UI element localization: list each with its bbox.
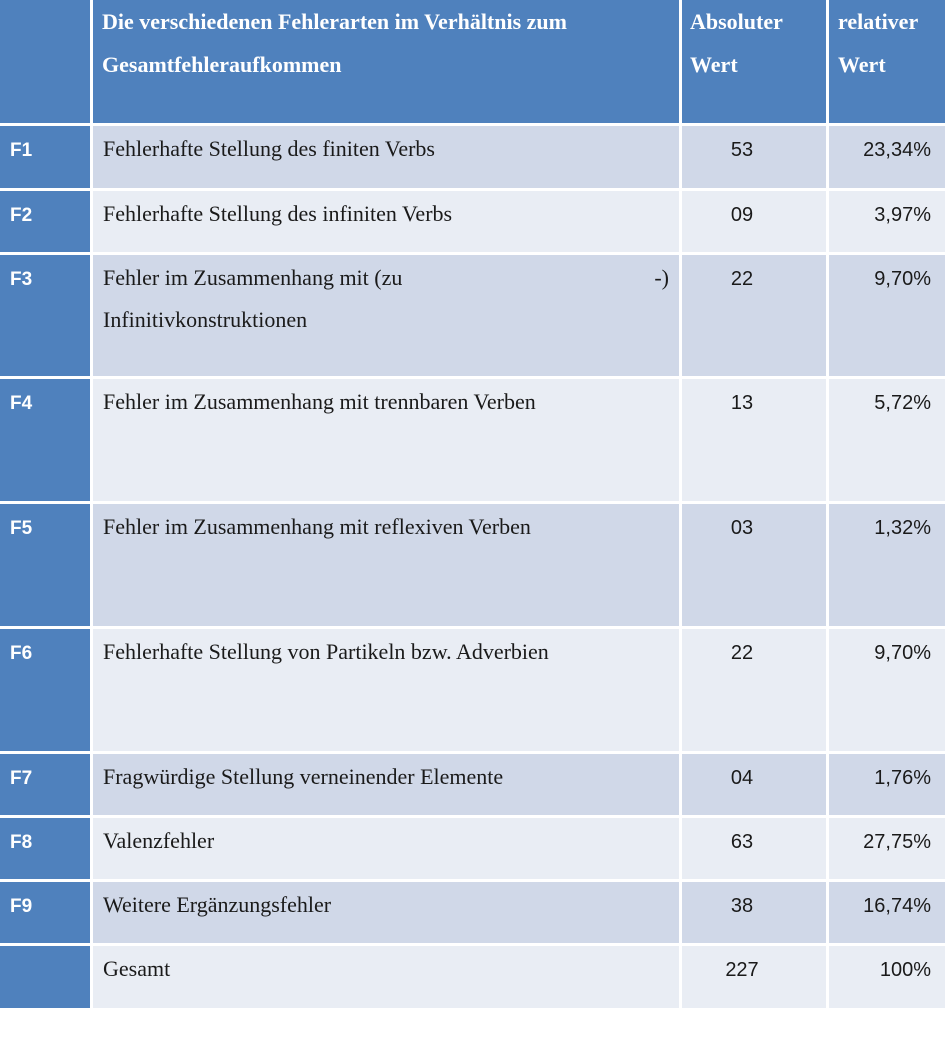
table-row [0,882,945,946]
table-header-row [0,0,945,126]
table-row [0,504,945,629]
row-relative-value: 9,70% [826,629,945,751]
table-row [0,754,945,818]
row-description-line1: Fehler im Zusammenhang mit (zu [103,265,403,290]
header-rel-line1: relativer [838,9,919,34]
table-row [0,255,945,379]
row-id: F9 [0,882,90,943]
table-row-total [0,946,945,1008]
header-cell-relative [826,0,945,123]
header-abs-line2: Wert [690,52,738,77]
row-absolute-value: 227 [679,946,826,1008]
row-absolute-value: 03 [679,504,826,626]
table-row [0,629,945,754]
row-absolute-value: 09 [679,191,826,252]
header-rel-line2: Wert [838,52,886,77]
row-relative-value: 9,70% [826,255,945,376]
row-description: Fehler im Zusammenhang mit trennbaren Verben [90,379,679,501]
row-relative-value: 100% [826,946,945,1008]
row-id: F3 [0,255,90,376]
row-relative-value: 1,32% [826,504,945,626]
header-abs-line1: Absoluter [690,9,783,34]
table-row [0,126,945,191]
row-description [90,255,679,376]
header-cell-absolute [679,0,826,123]
table-row [0,379,945,504]
row-id: F8 [0,818,90,879]
header-desc-line1: Die verschiedenen Fehlerarten im Verhältnis zum [102,9,567,34]
header-cell-description [90,0,679,123]
row-relative-value: 1,76% [826,754,945,815]
row-absolute-value: 22 [679,255,826,376]
row-id [0,946,90,1008]
table-row [0,818,945,882]
row-description: Fragwürdige Stellung verneinender Elemente [90,754,679,815]
row-description-line1-suffix: -) [654,265,669,290]
row-relative-value: 16,74% [826,882,945,943]
row-id: F5 [0,504,90,626]
row-id: F4 [0,379,90,501]
row-id: F7 [0,754,90,815]
row-absolute-value: 13 [679,379,826,501]
header-cell-id [0,0,90,123]
row-description: Gesamt [90,946,679,1008]
row-description: Fehlerhafte Stellung von Partikeln bzw. Adverbien [90,629,679,751]
row-id: F2 [0,191,90,252]
row-absolute-value: 38 [679,882,826,943]
row-absolute-value: 53 [679,126,826,188]
row-description: Valenzfehler [90,818,679,879]
row-relative-value: 23,34% [826,126,945,188]
row-description: Weitere Ergänzungsfehler [90,882,679,943]
row-relative-value: 3,97% [826,191,945,252]
row-description: Fehlerhafte Stellung des infiniten Verbs [90,191,679,252]
row-absolute-value: 63 [679,818,826,879]
row-relative-value: 5,72% [826,379,945,501]
row-absolute-value: 22 [679,629,826,751]
row-description: Fehler im Zusammenhang mit reflexiven Verben [90,504,679,626]
row-description: Fehlerhafte Stellung des finiten Verbs [90,126,679,188]
row-relative-value: 27,75% [826,818,945,879]
row-description-line2: Infinitivkonstruktionen [103,307,308,332]
table-row [0,191,945,255]
header-desc-line2: Gesamtfehleraufkommen [102,52,342,77]
row-id: F6 [0,629,90,751]
row-absolute-value: 04 [679,754,826,815]
row-id: F1 [0,126,90,188]
